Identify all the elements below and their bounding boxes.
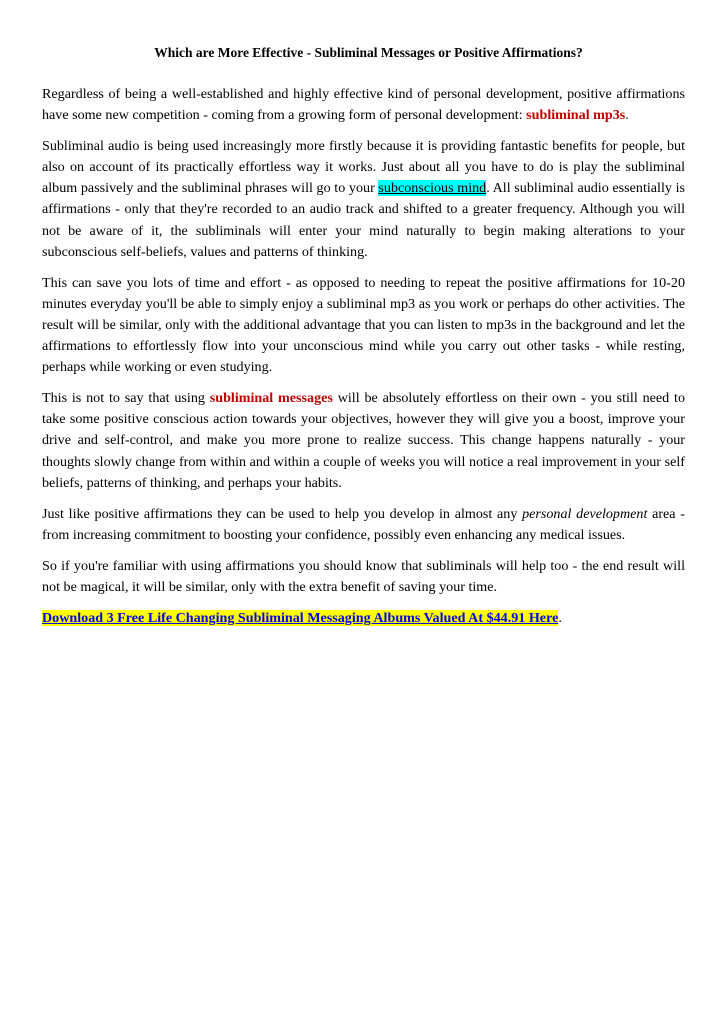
call-to-action: Download 3 Free Life Changing Subliminal Messaging Albums Valued At $44.91 Here. bbox=[42, 610, 562, 627]
paragraph-3: This can save you lots of time and effort - as opposed to needing to repeat the positive affirmations for 10-20 minutes everyday you'll be able to simply enjoy a subliminal mp3 as you work or perhaps do other activities. The result will be similar, only with the additional advantage that you can listen to mp3s in the background and let the affirmations to effortlessly flow into your unconscious mind while you carry out other tasks - while resting, perhaps while working or even studying. bbox=[42, 274, 685, 376]
paragraph-4: This is not to say that using subliminal messages will be absolutely effortless on their own - you still need to take some positive conscious action towards your objectives, however they will give you a boost, improve your drive and self-control, and make you more prone to realize success. This change happens naturally - your thoughts slowly change from within and within a couple of weeks you will notice a real improvement in your self beliefs, patterns of thinking, and perhaps your habits. bbox=[42, 390, 685, 491]
personal-development-emphasis: personal development bbox=[522, 505, 648, 522]
paragraph-1: Regardless of being a well-established and highly effective kind of personal development, positive affirmations have some new competition - coming from a growing form of personal development: subliminal mp3s. bbox=[42, 86, 685, 124]
download-albums-link[interactable]: Download 3 Free Life Changing Subliminal Messaging Albums Valued At $44.91 Here bbox=[42, 610, 559, 627]
paragraph-5: Just like positive affirmations they can be used to help you develop in almost any personal development area - from increasing commitment to boosting your confidence, possibly even enhancing any medical issues. bbox=[42, 505, 685, 543]
document-title: Which are More Effective - Subliminal Messages or Positive Affirmations? bbox=[154, 45, 583, 60]
keyword-subliminal-mp3s: subliminal mp3s bbox=[526, 107, 626, 124]
keyword-subliminal-messages: subliminal messages bbox=[209, 390, 333, 407]
paragraph-2: Subliminal audio is being used increasingly more firstly because it is providing fantastic benefits for people, but also on account of its practically effortless way it works. Just about all you have to do is play the subliminal album passively and the subliminal phrases will go to your subconscious mind. All subliminal audio essentially is affirmations - only that they're recorded to an audio track and shifted to a greater frequency. Although you will not be aware of it, the subliminals will enter your mind naturally to begin making alterations to your subconscious self-beliefs, values and patterns of thinking. bbox=[42, 138, 685, 260]
subconscious-mind-link[interactable]: subconscious mind bbox=[378, 180, 487, 197]
document-page bbox=[42, 44, 685, 639]
paragraph-1-text: Regardless of being a well-established and highly effective kind of personal development, positive affirmations have some new competition - coming from a growing form of personal development: bbox=[42, 86, 685, 124]
paragraph-6: So if you're familiar with using affirmations you should know that subliminals will help too - the end result will not be magical, it will be similar, only with the extra benefit of saving your time. bbox=[42, 557, 685, 595]
